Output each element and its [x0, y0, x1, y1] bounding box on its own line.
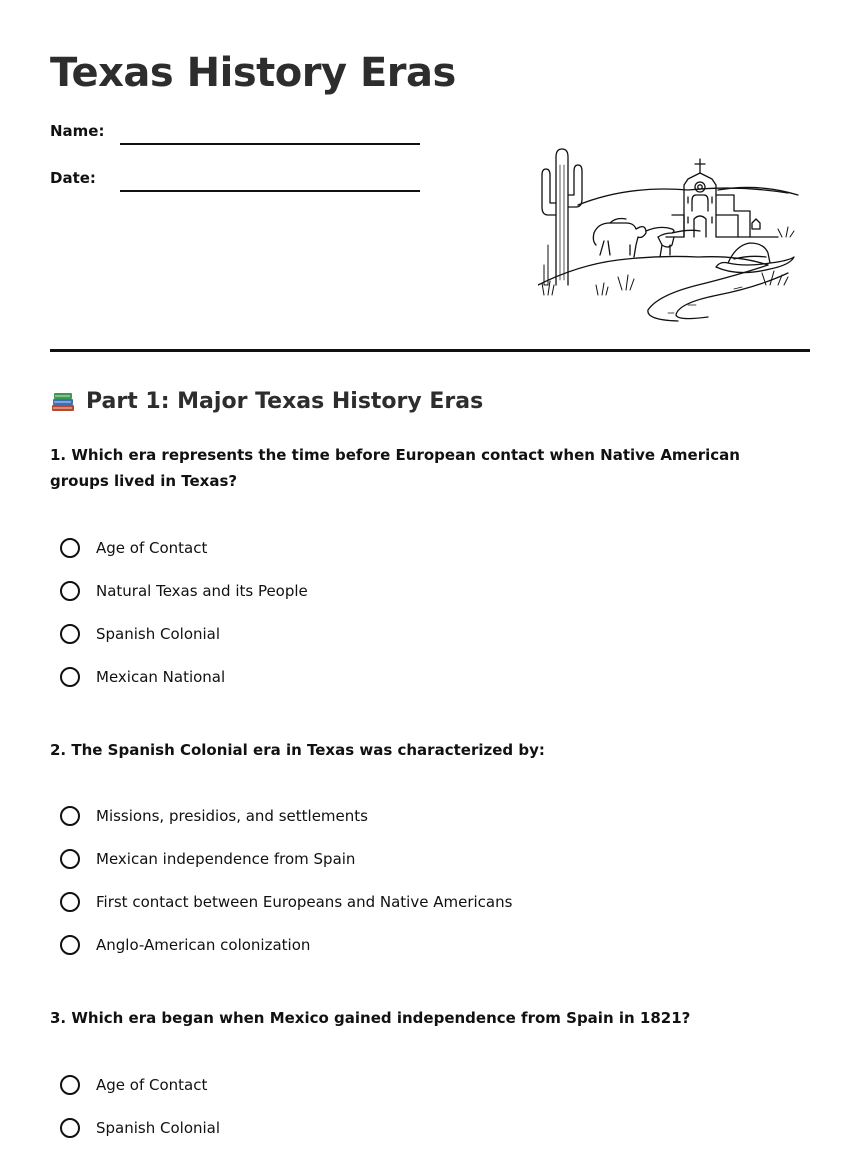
section-title: Part 1: Major Texas History Eras [86, 388, 484, 414]
books-icon [50, 388, 76, 414]
river-icon [648, 265, 788, 321]
radio-button[interactable] [60, 538, 80, 558]
radio-button[interactable] [60, 806, 80, 826]
option-label: Anglo-American colonization [96, 936, 311, 954]
option-label: Mexican independence from Spain [96, 850, 356, 868]
option-label: Mexican National [96, 668, 226, 686]
section-heading [50, 388, 483, 414]
date-field[interactable] [50, 169, 430, 199]
worksheet-title: Texas History Eras [50, 50, 456, 96]
question-3: 3. Which era began when Mexico gained independence from Spain in 1821? [50, 1009, 691, 1027]
question-3-option-1[interactable] [60, 1072, 207, 1098]
question-3-option-2[interactable] [60, 1115, 220, 1141]
texas-landscape-illustration [538, 145, 806, 325]
radio-button[interactable] [60, 624, 80, 644]
option-label: First contact between Europeans and Native Americans [96, 893, 513, 911]
radio-button[interactable] [60, 1118, 80, 1138]
question-2-option-3[interactable] [60, 889, 512, 915]
option-label: Age of Contact [96, 539, 208, 557]
radio-button[interactable] [60, 1075, 80, 1095]
section-divider [50, 349, 810, 352]
question-2-option-1[interactable] [60, 803, 368, 829]
name-line[interactable] [120, 143, 420, 145]
option-label: Natural Texas and its People [96, 582, 308, 600]
name-field[interactable] [50, 122, 430, 152]
question-2: 2. The Spanish Colonial era in Texas was characterized by: [50, 741, 545, 759]
radio-button[interactable] [60, 849, 80, 869]
question-1-option-2[interactable] [60, 578, 308, 604]
mission-church-icon [666, 159, 778, 237]
option-label: Spanish Colonial [96, 625, 221, 643]
question-2-option-2[interactable] [60, 846, 355, 872]
question-1-option-1[interactable] [60, 535, 207, 561]
worksheet-page [50, 0, 810, 1161]
radio-button[interactable] [60, 581, 80, 601]
name-label: Name: [50, 122, 105, 140]
cactus-icon [542, 149, 582, 285]
option-label: Missions, presidios, and settlements [96, 807, 368, 825]
date-line[interactable] [120, 190, 420, 192]
question-1-option-3[interactable] [60, 621, 220, 647]
radio-button[interactable] [60, 667, 80, 687]
question-2-option-4[interactable] [60, 932, 310, 958]
question-1-option-4[interactable] [60, 664, 225, 690]
option-label: Age of Contact [96, 1076, 208, 1094]
radio-button[interactable] [60, 935, 80, 955]
date-label: Date: [50, 169, 96, 187]
question-1: 1. Which era represents the time before European contact when Native American groups lived in Texas? [50, 446, 740, 490]
option-label: Spanish Colonial [96, 1119, 221, 1137]
radio-button[interactable] [60, 892, 80, 912]
